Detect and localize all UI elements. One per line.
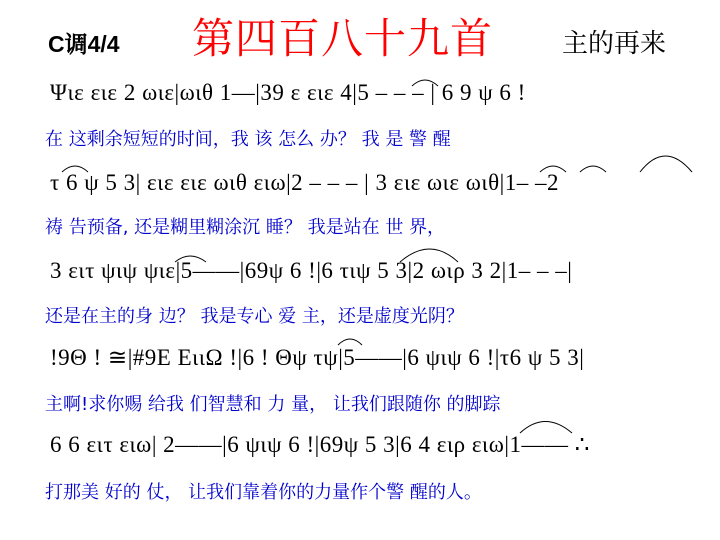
notation-line-5: 6 6 ειτ ειω| 2——|6 ψιψ 6 !|69ψ 5 3|6 4 ειρ ειω|1—— ∴: [50, 432, 590, 457]
slur-arc: [580, 166, 606, 172]
slur-arc: [640, 156, 692, 172]
notation-line-2: τ 6 ψ 5 3| ειε ειε ωιθ ειω|2 – – – | 3 ειε ωιε ωιθ|1– –2: [50, 170, 559, 195]
lyric-line-3: 还是在主的身 边？ 我是专心 爱 主，还是虚度光阴？: [45, 306, 464, 327]
lyric-line-5: 打那美 好的 仗， 让我们靠着你的力量作个警 醒的人。: [45, 482, 482, 503]
key-signature: C调4/4: [48, 31, 120, 57]
lyric-line-1: 在 这剩余短短的时间，我 该 怎么 办？ 我 是 警 醒: [45, 129, 451, 150]
notation-line-1: Ψιε ειε 2 ωιε|ωιθ 1—|39 ε ειε 4|5 – – – | 6 9 ψ 6 !: [50, 80, 526, 105]
lyric-line-4: 主啊!求你赐 给我 们智慧和 力 量， 让我们跟随你 的脚踪: [45, 394, 501, 415]
notation-line-3: 3 ειτ ψιψ ψιε|5——|69ψ 6 !|6 τιψ 5 3|2 ωιρ 3 2|1– – –|: [50, 258, 573, 283]
notation-line-4: !9Θ ! ≅|#9E ΕιιΩ !|6 ! Θψ τψ|5——|6 ψιψ 6 !|τ6 ψ 5 3|: [50, 345, 585, 370]
hymn-subtitle: 主的再来: [562, 29, 667, 59]
hymn-title: 第四百八十九首: [192, 14, 494, 63]
lyric-line-2: 祷 告预备, 还是糊里糊涂沉 睡？ 我是站在 世 界，: [45, 217, 446, 238]
